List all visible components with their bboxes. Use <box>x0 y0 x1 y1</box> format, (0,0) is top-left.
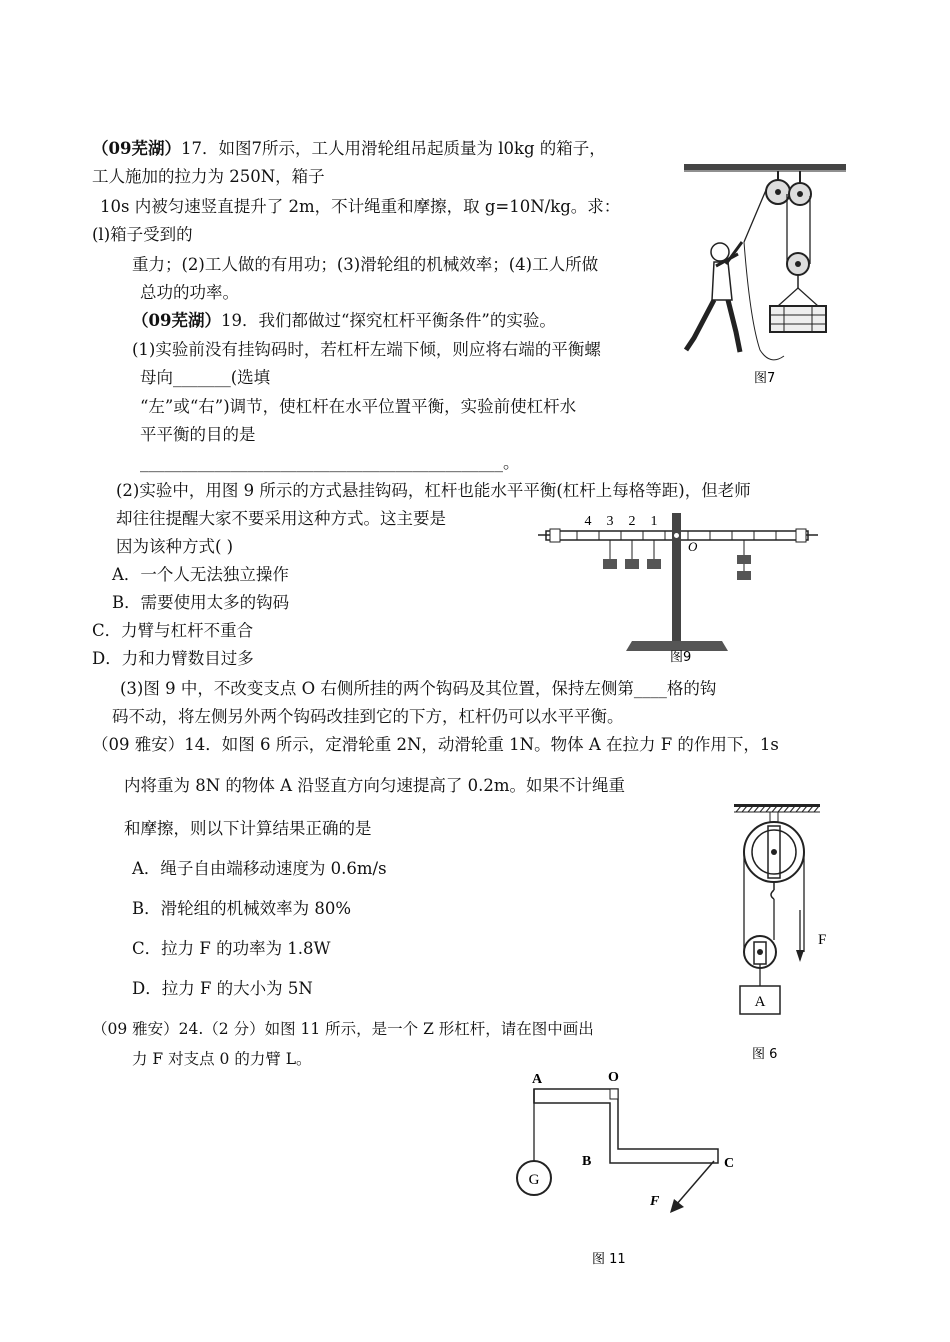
figure-9-weight <box>625 559 639 569</box>
q14-line3: 和摩擦，则以下计算结果正确的是 <box>124 819 372 838</box>
q19-line10: (3)图 9 中，不改变支点 O 右侧所挂的两个钩码及其位置，保持左侧第____格的钩 <box>120 679 717 698</box>
figure-11-caption: 图 11 <box>592 1252 626 1267</box>
q19-option-d: D．力和力臂数目过多 <box>92 649 254 668</box>
figure-11-weight-label: G <box>528 1172 540 1188</box>
figure-7 <box>680 160 850 388</box>
figure-9-tick-labels <box>585 514 658 529</box>
q17-line4: (l)箱子受到的 <box>92 225 193 244</box>
q17-line1 <box>92 138 606 160</box>
q19-tag: （09芜湖） <box>132 311 221 330</box>
q19-line9: 因为该种方式( ) <box>116 537 234 556</box>
q17-line2: 工人施加的拉力为 250N，箱子 <box>92 167 325 186</box>
q17-line5: 重力；(2)工人做的有用功；(3)滑轮组的机械效率；(4)工人所做 <box>132 255 599 274</box>
figure-9-caption: 图9 <box>670 650 692 665</box>
q14-line2: 内将重为 8N 的物体 A 沿竖直方向匀速提高了 0.2m。如果不计绳重 <box>124 776 625 795</box>
q19-line3: 母向_______(选填 <box>140 368 271 387</box>
q19-option-a: A．一个人无法独立操作 <box>112 565 289 584</box>
q14-option-d: D．拉力 F 的大小为 5N <box>132 979 313 998</box>
figure-9-tick-3: 3 <box>606 514 614 529</box>
q14-option-b: B．滑轮组的机械效率为 80% <box>132 899 352 918</box>
q19-line1 <box>132 310 556 332</box>
figure-9-tick-1: 1 <box>650 514 658 529</box>
figure-11 <box>500 1065 750 1275</box>
figure-11-point-o: O <box>608 1070 619 1085</box>
q17-text1: 17．如图7所示，工人用滑轮组吊起质量为 l0kg 的箱子， <box>180 139 606 158</box>
figure-7-caption: 图7 <box>754 371 776 386</box>
figure-9-tick-2: 2 <box>628 514 636 529</box>
q19-option-b: B．需要使用太多的钩码 <box>112 593 290 612</box>
q24-line1: （09 雅安）24.（2 分）如图 11 所示，是一个 Z 形杠杆，请在图中画出 <box>92 1020 594 1038</box>
figure-11-point-c: C <box>724 1156 735 1171</box>
figure-11-force-label: F <box>650 1194 660 1209</box>
figure-9-weight <box>647 559 661 569</box>
q19-line5: 平平衡的目的是 <box>140 425 256 444</box>
q19-option-c: C．力臂与杠杆不重合 <box>92 621 254 640</box>
figure-6-caption: 图 6 <box>752 1047 778 1062</box>
q19-text1: 19．我们都做过“探究杠杆平衡条件”的实验。 <box>220 311 556 330</box>
q19-line8: 却往往提醒大家不要采用这种方式。这主要是 <box>116 509 446 528</box>
q17-tag: （09芜湖） <box>92 139 181 158</box>
figure-11-point-a: A <box>532 1072 543 1087</box>
figure-9-tick-4: 4 <box>584 514 592 529</box>
q19-line4: “左”或“右”)调节，使杠杆在水平位置平衡，实验前使杠杆水 <box>140 397 577 416</box>
figure-6-block-label: A <box>754 994 766 1010</box>
q14-line1: （09 雅安）14．如图 6 所示，定滑轮重 2N，动滑轮重 1N。物体 A 在拉力 F 的作用下，1s <box>92 735 779 754</box>
q19-line2: (1)实验前没有挂钩码时，若杠杆左端下倾，则应将右端的平衡螺 <box>132 340 601 359</box>
q19-line7: (2)实验中，用图 9 所示的方式悬挂钩码，杠杆也能水平平衡(杠杆上每格等距)，但老师 <box>116 481 751 500</box>
q24-line2: 力 F 对支点 0 的力臂 L。 <box>132 1050 312 1068</box>
q14-option-a: A．绳子自由端移动速度为 0.6m/s <box>132 859 387 878</box>
figure-9-weight <box>603 559 617 569</box>
q19-line11: 码不动，将左侧另外两个钩码改挂到它的下方，杠杆仍可以水平平衡。 <box>112 707 624 726</box>
figure-6 <box>728 800 838 1065</box>
figure-6-force-label: F <box>818 932 827 948</box>
q19-line6: ____________________________________________。 <box>140 453 520 472</box>
figure-11-point-b: B <box>582 1154 592 1169</box>
figure-9-pivot-label: O <box>688 539 698 554</box>
q17-line3: 10s 内被匀速竖直提升了 2m，不计绳重和摩擦，取 g=10N/kg。求： <box>100 197 621 216</box>
figure-9 <box>532 505 820 665</box>
figure-9-right-weights <box>737 540 751 580</box>
q17-line6: 总功的功率。 <box>140 283 239 302</box>
q14-option-c: C．拉力 F 的功率为 1.8W <box>132 939 331 958</box>
